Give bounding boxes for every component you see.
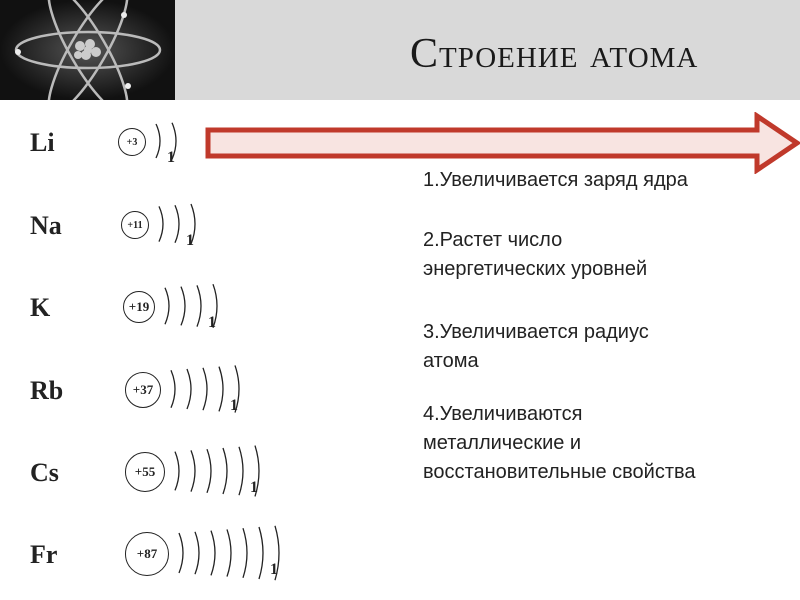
nucleus-charge: +3 bbox=[118, 128, 146, 156]
electron-shell-arc bbox=[227, 529, 231, 576]
electron-shell-arc bbox=[191, 204, 195, 244]
outer-electron-count: 1 bbox=[208, 314, 216, 331]
element-symbol: Na bbox=[30, 211, 62, 240]
page-title: Строение атома bbox=[410, 31, 699, 77]
outer-electron-count: 1 bbox=[250, 479, 258, 496]
electron-shell-arc bbox=[175, 205, 179, 243]
electron-shell-arc bbox=[213, 284, 217, 328]
electron-shell-arc bbox=[181, 287, 185, 326]
outer-electron-count: 1 bbox=[230, 397, 238, 414]
nucleus-charge: +55 bbox=[125, 452, 165, 492]
element-symbol: Rb bbox=[30, 376, 64, 405]
nucleus-charge: +37 bbox=[125, 372, 161, 408]
electron-shell-arc bbox=[235, 365, 239, 412]
trend-statement bbox=[423, 226, 647, 284]
outer-electron-count: 1 bbox=[270, 561, 278, 578]
electron-shell-arc bbox=[207, 449, 211, 493]
electron-shell-arc bbox=[171, 370, 175, 408]
electron-shell-arc bbox=[197, 285, 201, 326]
statement-line: восстановительные свойства bbox=[423, 461, 696, 483]
electron-shell-arc bbox=[179, 533, 183, 573]
statement-line: 4.Увеличиваются bbox=[423, 403, 583, 425]
electron-shell-arc bbox=[239, 447, 243, 495]
electron-shell-arc bbox=[255, 446, 259, 497]
outer-electron-count: 1 bbox=[186, 232, 194, 249]
trend-statement bbox=[423, 166, 688, 195]
trend-statement bbox=[423, 400, 696, 487]
electron-shell-arc bbox=[243, 528, 247, 578]
electron-shell-arc bbox=[172, 123, 176, 159]
element-symbol: Cs bbox=[30, 458, 59, 487]
statement-line: 2.Растет число bbox=[423, 229, 563, 251]
statement-line: металлические и bbox=[423, 432, 582, 454]
statement-line: 3.Увеличивается радиус bbox=[423, 321, 649, 343]
electron-shell-arc bbox=[159, 206, 163, 241]
electron-shell-arc bbox=[191, 450, 195, 491]
trend-statement bbox=[423, 318, 649, 376]
electron-shell-arc bbox=[156, 124, 160, 158]
electron-shell-arc bbox=[195, 532, 199, 574]
electron-shell-arc bbox=[175, 452, 179, 491]
nucleus-charge: +11 bbox=[121, 211, 149, 239]
statement-line: энергетических уровней bbox=[423, 258, 648, 280]
electron-shell-arc bbox=[203, 368, 207, 410]
electron-shell-arc bbox=[223, 448, 227, 494]
statement-line: 1.Увеличивается заряд ядра bbox=[423, 169, 688, 191]
arrow-right-icon bbox=[205, 112, 800, 174]
electron-shell-arc bbox=[275, 526, 279, 580]
electron-shell-arc bbox=[259, 527, 263, 579]
nucleus-charge: +19 bbox=[123, 291, 155, 323]
element-symbol: Li bbox=[30, 128, 55, 157]
electron-shell-arc bbox=[165, 288, 169, 324]
electron-shell-arc bbox=[187, 369, 191, 409]
electron-shell-arc bbox=[211, 531, 215, 576]
electron-shell-arc bbox=[219, 367, 223, 412]
element-symbol: Fr bbox=[30, 540, 58, 569]
statement-line: атома bbox=[423, 350, 479, 372]
nucleus-charge: +87 bbox=[125, 532, 169, 576]
element-symbol: K bbox=[30, 293, 51, 322]
outer-electron-count: 1 bbox=[167, 149, 175, 166]
